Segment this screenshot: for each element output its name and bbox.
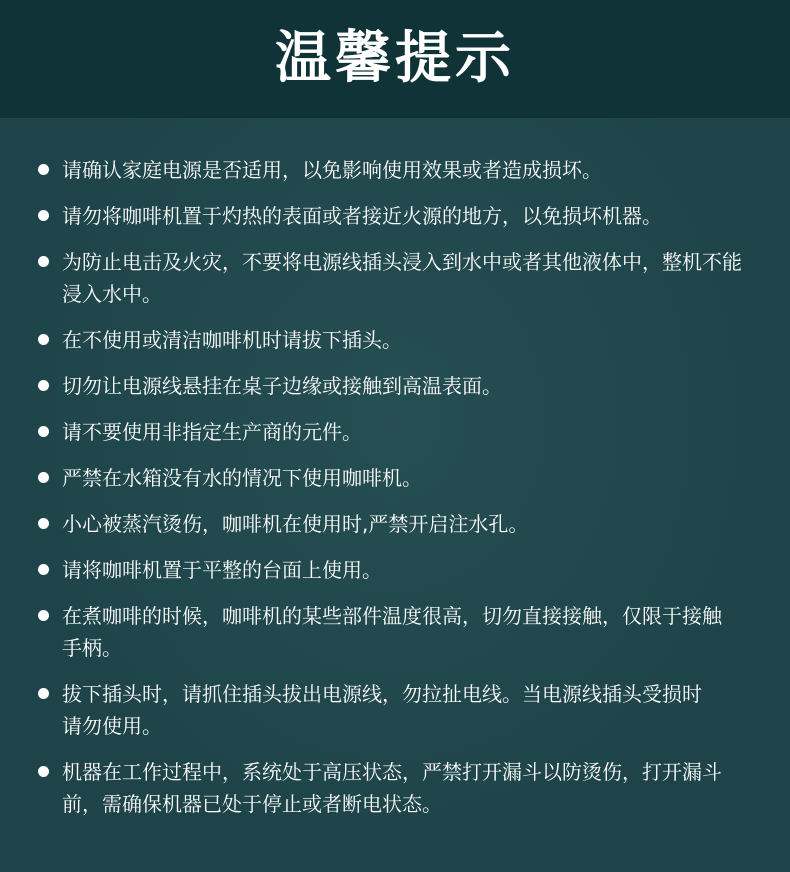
list-item xyxy=(36,554,776,586)
tip-text: 小心被蒸汽烫伤，咖啡机在使用时,严禁开启注水孔。 xyxy=(62,512,529,536)
bullet-icon xyxy=(38,688,49,699)
tips-list xyxy=(36,154,776,834)
bullet-icon xyxy=(38,426,49,437)
list-item xyxy=(36,508,776,540)
tip-text: 请确认家庭电源是否适用，以免影响使用效果或者造成损坏。 xyxy=(62,158,602,182)
list-item xyxy=(36,462,776,494)
tip-text: 严禁在水箱没有水的情况下使用咖啡机。 xyxy=(62,466,422,490)
bullet-icon xyxy=(38,518,49,529)
tip-text: 请不要使用非指定生产商的元件。 xyxy=(62,420,362,444)
list-item xyxy=(36,678,716,742)
list-item xyxy=(36,600,736,664)
tip-text: 切勿让电源线悬挂在桌子边缘或接触到高温表面。 xyxy=(62,374,502,398)
header xyxy=(0,0,790,118)
tip-text: 请勿将咖啡机置于灼热的表面或者接近火源的地方，以免损坏机器。 xyxy=(62,204,662,228)
tip-text: 在不使用或清洁咖啡机时请拔下插头。 xyxy=(62,328,402,352)
bullet-icon xyxy=(38,564,49,575)
list-item xyxy=(36,756,756,820)
bullet-icon xyxy=(38,766,49,777)
bullet-icon xyxy=(38,334,49,345)
tip-text: 为防止电击及火灾，不要将电源线插头浸入到水中或者其他液体中，整机不能浸入水中。 xyxy=(62,250,742,306)
tip-text: 请将咖啡机置于平整的台面上使用。 xyxy=(62,558,382,582)
tip-text: 拔下插头时，请抓住插头拔出电源线，勿拉扯电线。当电源线插头受损时请勿使用。 xyxy=(62,682,702,738)
list-item xyxy=(36,154,776,186)
bullet-icon xyxy=(38,256,49,267)
list-item xyxy=(36,416,776,448)
tip-text: 在煮咖啡的时候，咖啡机的某些部件温度很高，切勿直接接触，仅限于接触手柄。 xyxy=(62,604,722,660)
tips-panel xyxy=(0,118,790,872)
list-item xyxy=(36,324,776,356)
bullet-icon xyxy=(38,380,49,391)
tip-text: 机器在工作过程中，系统处于高压状态，严禁打开漏斗以防烫伤，打开漏斗前，需确保机器已处于停止或者断电状态。 xyxy=(62,760,722,816)
page-title: 温馨提示 xyxy=(275,26,515,91)
bullet-icon xyxy=(38,610,49,621)
bullet-icon xyxy=(38,210,49,221)
list-item xyxy=(36,246,756,310)
list-item xyxy=(36,370,776,402)
list-item xyxy=(36,200,776,232)
bullet-icon xyxy=(38,164,49,175)
bullet-icon xyxy=(38,472,49,483)
